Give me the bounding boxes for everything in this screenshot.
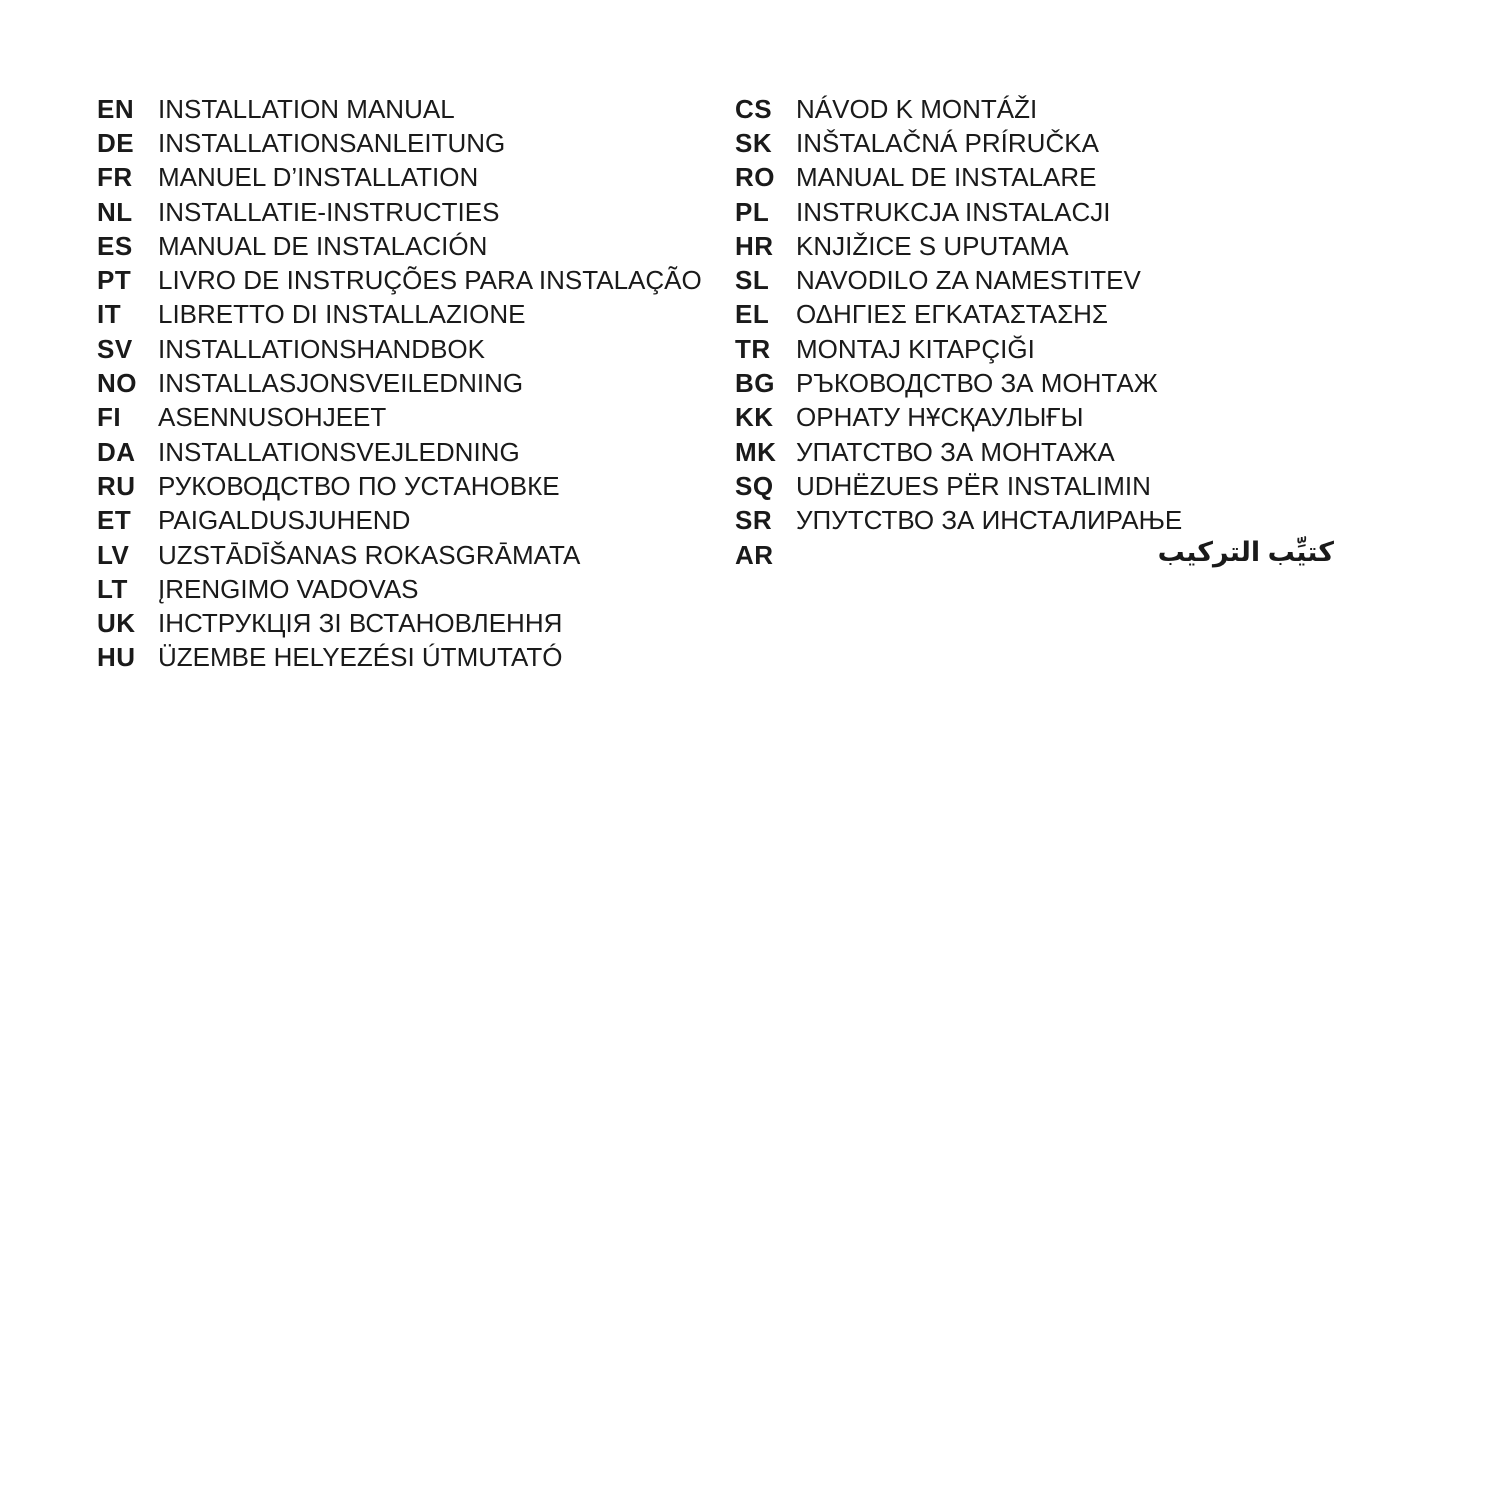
language-code: SL — [735, 265, 770, 296]
language-row-tr — [735, 332, 1182, 366]
language-row-sq — [735, 469, 1182, 503]
language-row-cs — [735, 92, 1182, 126]
manual-title: NÁVOD K MONTÁŽI — [796, 93, 1038, 124]
language-code: FR — [97, 162, 133, 193]
language-code: HR — [735, 230, 774, 261]
language-row-it — [97, 298, 702, 332]
manual-title: NAVODILO ZA NAMESTITEV — [796, 265, 1141, 296]
manual-title: PAIGALDUSJUHEND — [158, 505, 411, 536]
manual-title: INSTALLATIONSVEJLEDNING — [158, 436, 520, 467]
language-code: LT — [97, 573, 128, 604]
manual-title: УПАТСТВО ЗА МОНТАЖА — [796, 436, 1115, 467]
manual-title: INSTALLATIONSHANDBOK — [158, 333, 485, 364]
language-code: ET — [97, 505, 132, 536]
manual-title: LIVRO DE INSTRUÇÕES PARA INSTALAÇÃO — [158, 265, 702, 296]
language-row-bg — [735, 366, 1182, 400]
language-row-pl — [735, 195, 1182, 229]
manual-title: UZSTĀDĪŠANAS ROKASGRĀMATA — [158, 539, 581, 570]
language-row-ar — [735, 538, 1182, 572]
manual-title: INSTALLATIE-INSTRUCTIES — [158, 196, 500, 227]
language-code: PT — [97, 265, 132, 296]
language-code: UK — [97, 608, 136, 639]
manual-title: UDHËZUES PËR INSTALIMIN — [796, 470, 1151, 501]
manual-title: MANUAL DE INSTALACIÓN — [158, 230, 488, 261]
manual-title: KNJIŽICE S UPUTAMA — [796, 230, 1069, 261]
language-code: AR — [735, 539, 774, 570]
language-row-sk — [735, 126, 1182, 160]
language-row-no — [97, 366, 702, 400]
language-row-fr — [97, 161, 702, 195]
manual-title: ОРНАТУ НҰСҚАУЛЫҒЫ — [796, 402, 1084, 433]
manual-title: РЪКОВОДСТВО ЗА МОНТАЖ — [796, 368, 1158, 399]
manual-title: INSTALLATION MANUAL — [158, 93, 455, 124]
right-language-column — [735, 92, 1182, 572]
manual-title: ASENNUSOHJEET — [158, 402, 387, 433]
manual-title: INSTALLASJONSVEILEDNING — [158, 368, 524, 399]
language-code: EN — [97, 93, 135, 124]
manual-title: УПУТСТВО ЗА ИНСТАЛИРАЊЕ — [796, 505, 1183, 536]
language-code: PL — [735, 196, 770, 227]
language-row-es — [97, 229, 702, 263]
language-code: EL — [735, 299, 770, 330]
manual-title: INŠTALAČNÁ PRÍRUČKA — [796, 127, 1099, 158]
manual-title: ΟΔΗΓΙΕΣ ΕΓΚΑΤΑΣΤΑΣΗΣ — [796, 299, 1108, 330]
manual-title: MANUEL D’INSTALLATION — [158, 162, 479, 193]
language-code: BG — [735, 368, 775, 399]
language-code: SV — [97, 333, 133, 364]
language-code: NO — [97, 368, 137, 399]
language-code: DE — [97, 127, 135, 158]
manual-title: ІНСТРУКЦІЯ ЗІ ВСТАНОВЛЕННЯ — [158, 608, 563, 639]
manual-title: ĮRENGIMO VADOVAS — [158, 573, 419, 604]
language-row-hu — [97, 641, 702, 675]
language-row-ru — [97, 469, 702, 503]
language-code: CS — [735, 93, 773, 124]
language-row-lt — [97, 572, 702, 606]
manual-title: LIBRETTO DI INSTALLAZIONE — [158, 299, 526, 330]
manual-title: MANUAL DE INSTALARE — [796, 162, 1097, 193]
language-row-mk — [735, 435, 1182, 469]
manual-title: MONTAJ KITAPÇIĞI — [796, 333, 1035, 364]
language-row-de — [97, 126, 702, 160]
language-row-el — [735, 298, 1182, 332]
language-row-da — [97, 435, 702, 469]
language-code: LV — [97, 539, 130, 570]
language-row-uk — [97, 606, 702, 640]
left-language-column — [97, 92, 702, 675]
language-code: RO — [735, 162, 775, 193]
language-row-hr — [735, 229, 1182, 263]
language-code: TR — [735, 333, 771, 364]
manual-title: РУКОВОДСТВО ПО УСТАНОВКЕ — [158, 470, 560, 501]
language-code: HU — [97, 642, 136, 673]
language-code: SK — [735, 127, 773, 158]
language-code: NL — [97, 196, 133, 227]
language-code: KK — [735, 402, 774, 433]
language-code: RU — [97, 470, 136, 501]
language-row-ro — [735, 161, 1182, 195]
language-row-sl — [735, 263, 1182, 297]
language-code: IT — [97, 299, 122, 330]
arabic-manual-title: كتيِّب التركيب — [1157, 537, 1334, 567]
language-code: ES — [97, 230, 133, 261]
language-row-kk — [735, 401, 1182, 435]
language-code: MK — [735, 436, 777, 467]
language-code: FI — [97, 402, 122, 433]
language-row-sr — [735, 504, 1182, 538]
language-row-en — [97, 92, 702, 126]
manual-title: ÜZEMBE HELYEZÉSI ÚTMUTATÓ — [158, 642, 563, 673]
language-code: SR — [735, 505, 773, 536]
language-row-fi — [97, 401, 702, 435]
manual-title: INSTALLATIONSANLEITUNG — [158, 127, 506, 158]
language-row-sv — [97, 332, 702, 366]
language-row-lv — [97, 538, 702, 572]
language-row-et — [97, 504, 702, 538]
language-code: DA — [97, 436, 136, 467]
language-code: SQ — [735, 470, 774, 501]
language-row-nl — [97, 195, 702, 229]
manual-title: INSTRUKCJA INSTALACJI — [796, 196, 1111, 227]
language-row-pt — [97, 263, 702, 297]
